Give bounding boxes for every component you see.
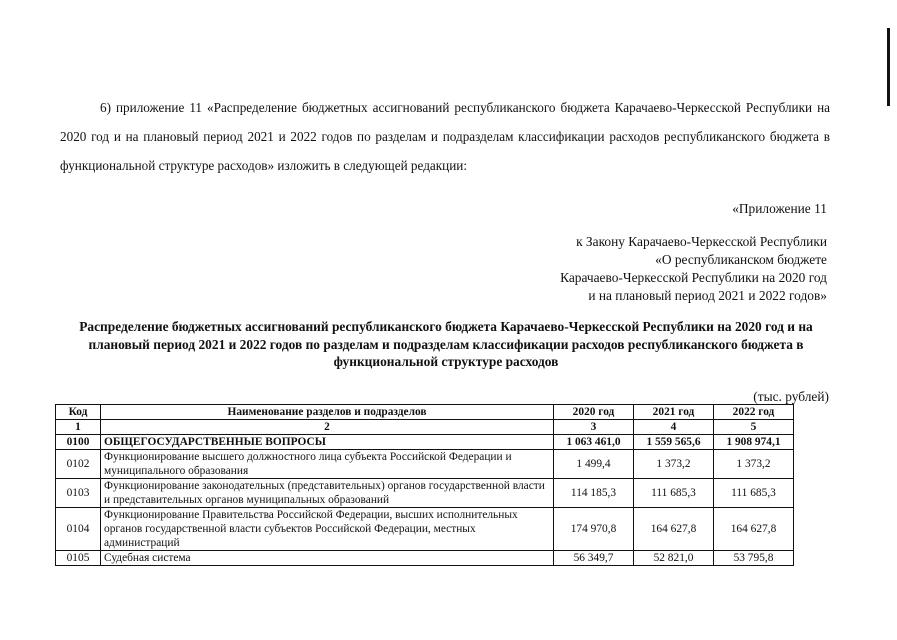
row-2020: 114 185,3 — [554, 479, 634, 508]
law-reference-line: Карачаево-Черкесской Республики на 2020 год — [560, 270, 827, 285]
row-code: 0104 — [56, 508, 101, 551]
row-2020: 174 970,8 — [554, 508, 634, 551]
units-label: (тыс. рублей) — [753, 389, 829, 404]
row-name: Функционирование высшего должностного лица субъекта Российской Федерации и муниципального образования — [101, 450, 554, 479]
header-2020: 2020 год — [554, 405, 634, 420]
row-2020: 1 499,4 — [554, 450, 634, 479]
row-code: 0105 — [56, 551, 101, 566]
budget-table — [55, 404, 794, 566]
row-2022: 164 627,8 — [714, 508, 794, 551]
appendix-number: «Приложение 11 — [732, 201, 827, 216]
row-2021: 1 373,2 — [634, 450, 714, 479]
table-row — [56, 508, 794, 551]
section-2020: 1 063 461,0 — [554, 435, 634, 450]
column-number: 3 — [554, 420, 634, 435]
section-code: 0100 — [56, 435, 101, 450]
law-reference — [560, 233, 827, 305]
column-number: 4 — [634, 420, 714, 435]
section-row — [56, 435, 794, 450]
law-reference-line: к Закону Карачаево-Черкесской Республики — [576, 234, 827, 249]
header-2021: 2021 год — [634, 405, 714, 420]
section-2022: 1 908 974,1 — [714, 435, 794, 450]
row-name: Функционирование Правительства Российской Федерации, высших исполнительных органов государственной власти субъектов Российской Федерации, местных администраций — [101, 508, 554, 551]
column-number: 5 — [714, 420, 794, 435]
page-edge-mark — [887, 28, 890, 106]
column-number: 2 — [101, 420, 554, 435]
header-name: Наименование разделов и подразделов — [101, 405, 554, 420]
table-row — [56, 450, 794, 479]
column-number-row — [56, 420, 794, 435]
row-2021: 164 627,8 — [634, 508, 714, 551]
row-2021: 111 685,3 — [634, 479, 714, 508]
header-code: Код — [56, 405, 101, 420]
law-reference-line: «О республиканском бюджете — [655, 252, 827, 267]
row-name: Судебная система — [101, 551, 554, 566]
column-number: 1 — [56, 420, 101, 435]
table-row — [56, 551, 794, 566]
table-header-row — [56, 405, 794, 420]
table-row — [56, 479, 794, 508]
row-code: 0102 — [56, 450, 101, 479]
row-2020: 56 349,7 — [554, 551, 634, 566]
law-reference-line: и на плановый период 2021 и 2022 годов» — [588, 288, 827, 303]
header-2022: 2022 год — [714, 405, 794, 420]
row-2022: 111 685,3 — [714, 479, 794, 508]
row-code: 0103 — [56, 479, 101, 508]
row-name: Функционирование законодательных (представительных) органов государственной власти и представительных органов муниципальных образований — [101, 479, 554, 508]
document-title: Распределение бюджетных ассигнований республиканского бюджета Карачаево-Черкесской Республики на 2020 год и на плановый период 2021 и 2022 годов по разделам и подразделам классификации расходов республиканского бюджета в функциональной структуре расходов — [79, 319, 813, 369]
section-2021: 1 559 565,6 — [634, 435, 714, 450]
row-2021: 52 821,0 — [634, 551, 714, 566]
section-name: ОБЩЕГОСУДАРСТВЕННЫЕ ВОПРОСЫ — [101, 435, 554, 450]
row-2022: 1 373,2 — [714, 450, 794, 479]
row-2022: 53 795,8 — [714, 551, 794, 566]
intro-paragraph: 6) приложение 11 «Распределение бюджетных ассигнований республиканского бюджета Карачаево-Черкесской Республики на 2020 год и на плановый период 2021 и 2022 годов по разделам и подразделам классификации расходов республиканского бюджета в функциональной структуре расходов» изложить в следующей редакции: — [60, 100, 830, 173]
